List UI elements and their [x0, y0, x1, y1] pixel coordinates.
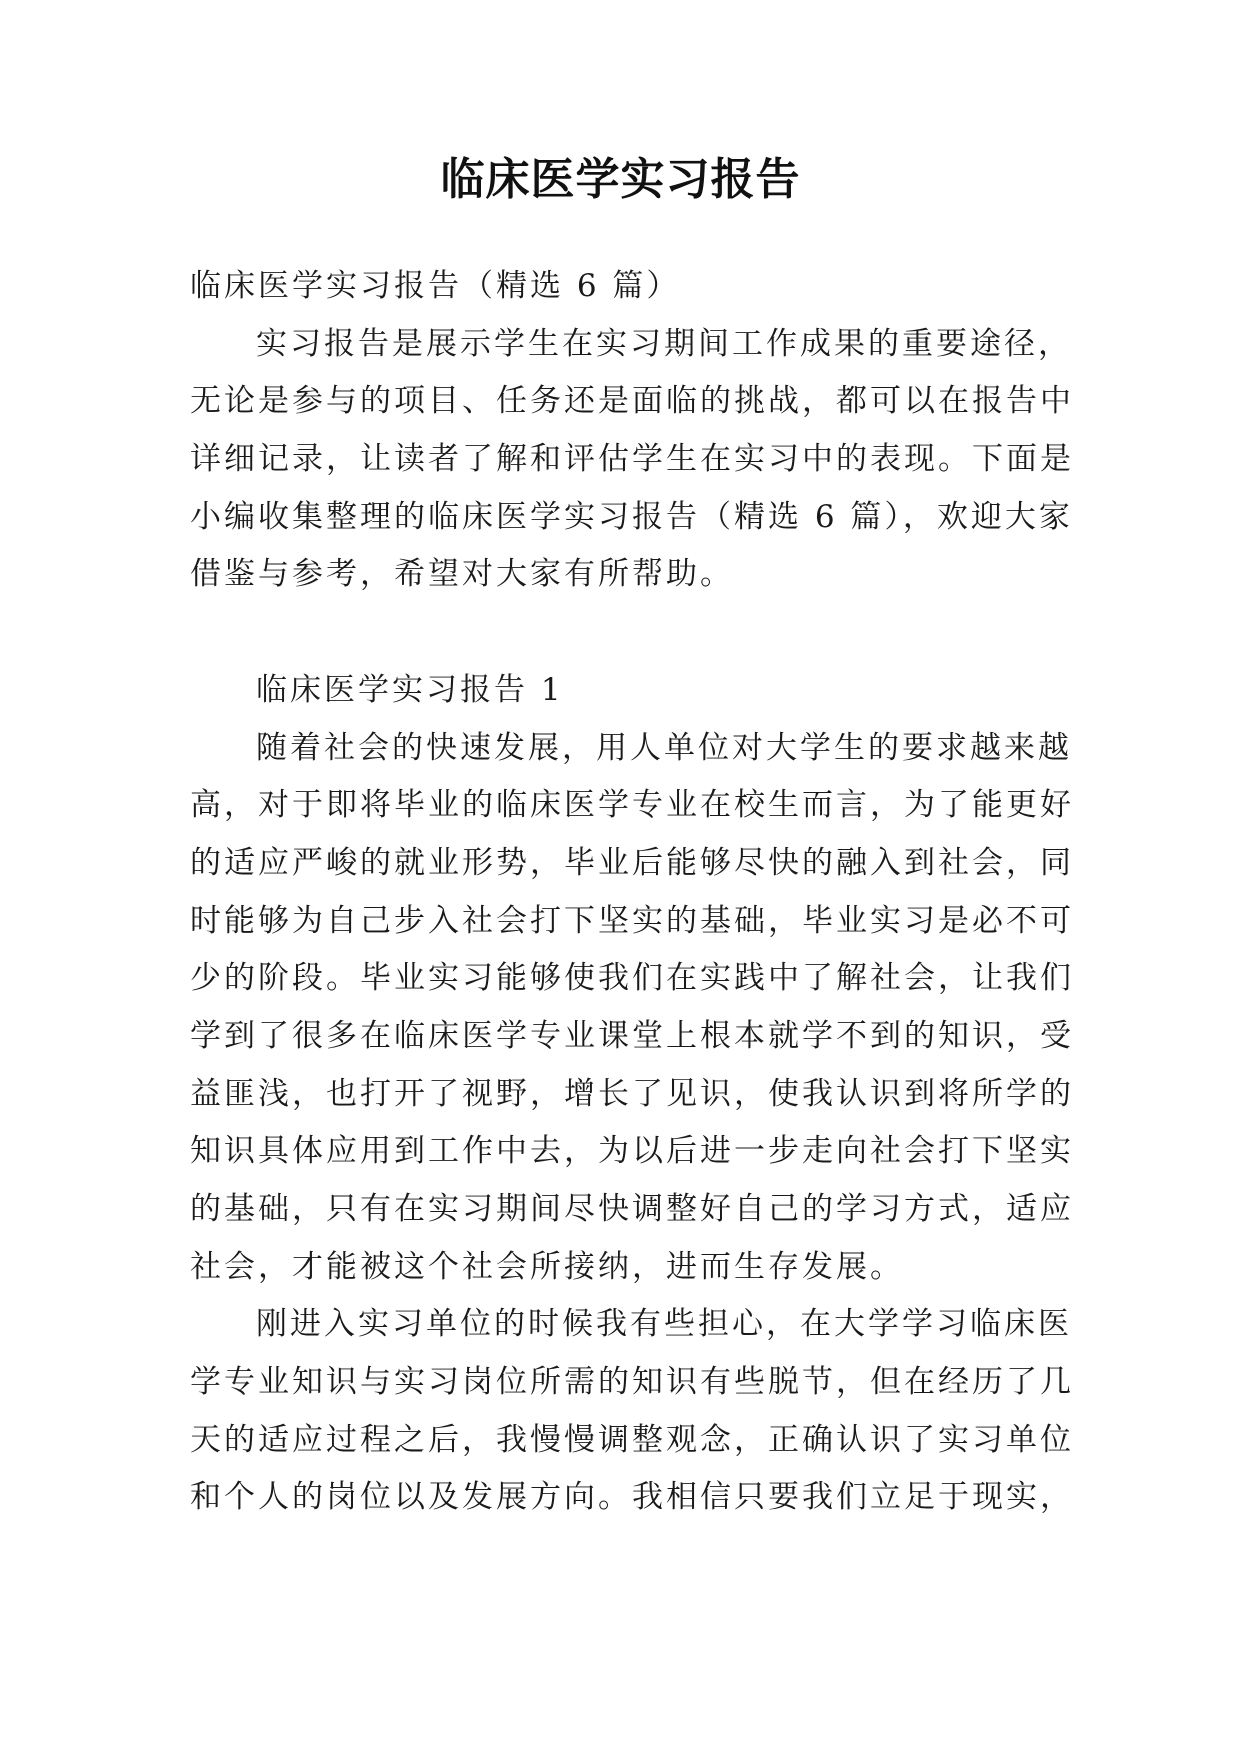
document-subtitle: 临床医学实习报告（精选 6 篇） [190, 268, 681, 304]
paragraph-line: 小编收集整理的临床医学实习报告（精选 6 篇），欢迎大家 [190, 498, 1073, 535]
paragraph-line: 学专业知识与实习岗位所需的知识有些脱节，但在经历了几 [190, 1364, 1074, 1401]
paragraph-line: 少的阶段。毕业实习能够使我们在实践中了解社会，让我们 [190, 960, 1074, 997]
section-heading: 临床医学实习报告 1 [256, 671, 564, 708]
paragraph-line: 高，对于即将毕业的临床医学专业在校生而言，为了能更好 [190, 787, 1074, 824]
paragraph-line: 的基础，只有在实习期间尽快调整好自己的学习方式，适应 [190, 1191, 1074, 1227]
paragraph-line: 和个人的岗位以及发展方向。我相信只要我们立足于现实， [190, 1479, 1074, 1516]
blank-line [190, 604, 1052, 662]
intro-paragraph [190, 316, 1074, 604]
paragraph-line: 无论是参与的项目、任务还是面临的挑战，都可以在报告中 [190, 383, 1074, 420]
paragraph-line: 知识具体应用到工作中去，为以后进一步走向社会打下坚实 [190, 1133, 1074, 1170]
paragraph-line: 借鉴与参考，希望对大家有所帮助。 [190, 556, 734, 593]
paragraph-line: 益匪浅，也打开了视野，增长了见识，使我认识到将所学的 [190, 1075, 1074, 1112]
paragraph-line: 天的适应过程之后，我慢慢调整观念，正确认识了实习单位 [190, 1421, 1074, 1458]
paragraph-line: 实习报告是展示学生在实习期间工作成果的重要途径， [256, 325, 1072, 362]
paragraph-line: 学到了很多在临床医学专业课堂上根本就学不到的知识，受 [190, 1017, 1074, 1054]
section1-paragraph-1 [190, 720, 1074, 1297]
paragraph-line: 时能够为自己步入社会打下坚实的基础，毕业实习是必不可 [190, 902, 1074, 939]
section1-paragraph-2 [190, 1296, 1074, 1527]
paragraph-line: 的适应严峻的就业形势，毕业后能够尽快的融入到社会，同 [190, 844, 1074, 881]
paragraph-line: 社会，才能被这个社会所接纳，进而生存发展。 [190, 1248, 904, 1285]
paragraph-line: 详细记录，让读者了解和评估学生在实习中的表现。下面是 [190, 441, 1074, 478]
document-body [190, 258, 1074, 1527]
document-title: 临床医学实习报告 [440, 154, 801, 205]
paragraph-line: 刚进入实习单位的时候我有些担心，在大学学习临床医 [256, 1306, 1072, 1343]
paragraph-line: 随着社会的快速发展，用人单位对大学生的要求越来越 [256, 729, 1072, 766]
